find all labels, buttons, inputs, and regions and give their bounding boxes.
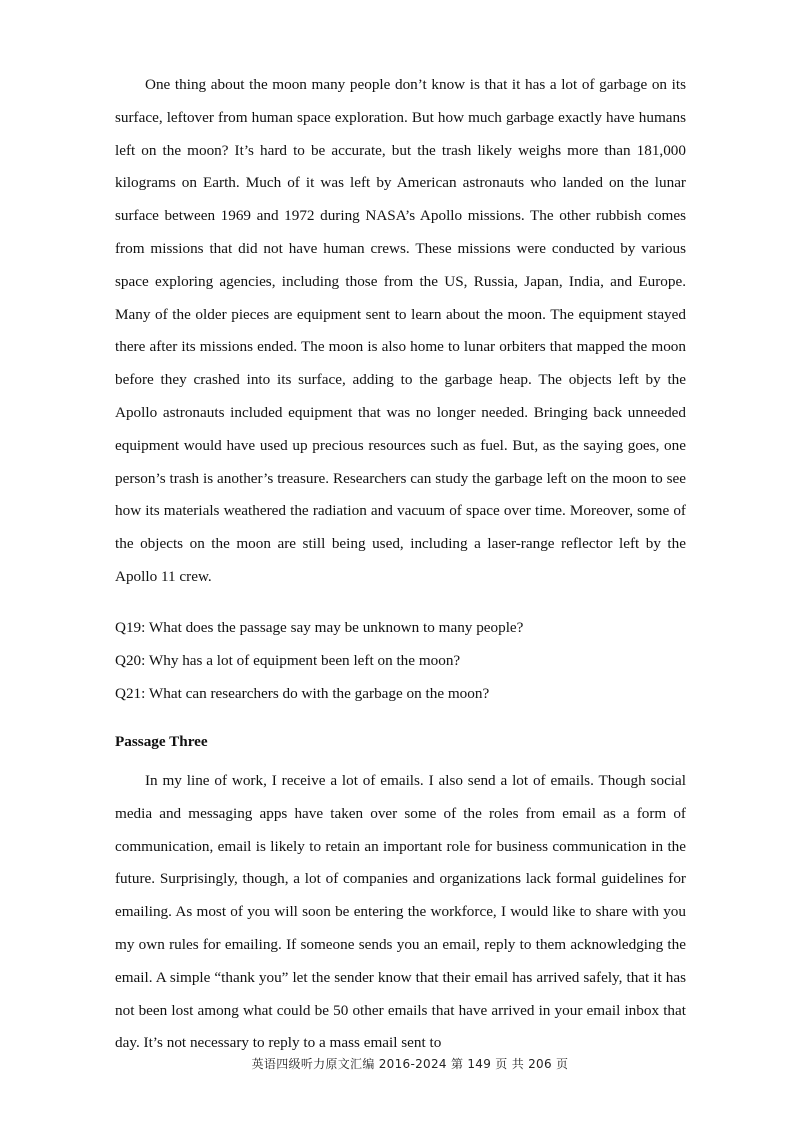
passage-three-paragraph: In my line of work, I receive a lot of emails. I also send a lot of emails. Though social media and messaging apps have taken over some of the roles from email as a form of communication, email is likely to retain an important role for business communication in the future. Surprisingly, though, a lot of companies and organizations lack formal guidelines for emailing. As most of you will soon be entering the workforce, I would like to share with you my own rules for emailing. If someone sends you an email, reply to them acknowledging the email. A simple “thank you” let the sender know that their email has arrived safely, that it has not been lost among what could be 50 other emails that have arrived in your email inbox that day. It’s not necessary to reply to a mass email sent to xyxy=(115,772,686,1052)
question-19: Q19: What does the passage say may be unknown to many people? xyxy=(115,619,524,636)
passage-three-heading: Passage Three xyxy=(115,733,208,750)
question-21: Q21: What can researchers do with the garbage on the moon? xyxy=(115,685,490,702)
question-20: Q20: Why has a lot of equipment been left on the moon? xyxy=(115,652,461,669)
passage-two-paragraph: One thing about the moon many people don’t know is that it has a lot of garbage on its surface, leftover from human space exploration. But how much garbage exactly have humans left on the moon? It’s hard to be accurate, but the trash likely weighs more than 181,000 kilograms on Earth. Much of it was left by American astronauts who landed on the lunar surface between 1969 and 1972 during NASA’s Apollo missions. The other rubbish comes from missions that did not have human crews. These missions were conducted by various space exploring agencies, including those from the US, Russia, Japan, India, and Europe. Many of the older pieces are equipment sent to learn about the moon. The equipment stayed there after its missions ended. The moon is also home to lunar orbiters that mapped the moon before they crashed into its surface, adding to the garbage heap. The objects left by the Apollo astronauts included equipment that was no longer needed. Bringing back unneeded equipment would have used up precious resources such as fuel. But, as the saying goes, one person’s trash is another’s treasure. Researchers can study the garbage left on the moon to see how its materials weathered the radiation and vacuum of space over time. Moreover, some of the objects on the moon are still being used, including a laser-range reflector left by the Apollo 11 crew. xyxy=(115,76,686,585)
page-footer: 英语四级听力原文汇编 2016-2024 第 149 页 共 206 页 xyxy=(251,1057,569,1071)
